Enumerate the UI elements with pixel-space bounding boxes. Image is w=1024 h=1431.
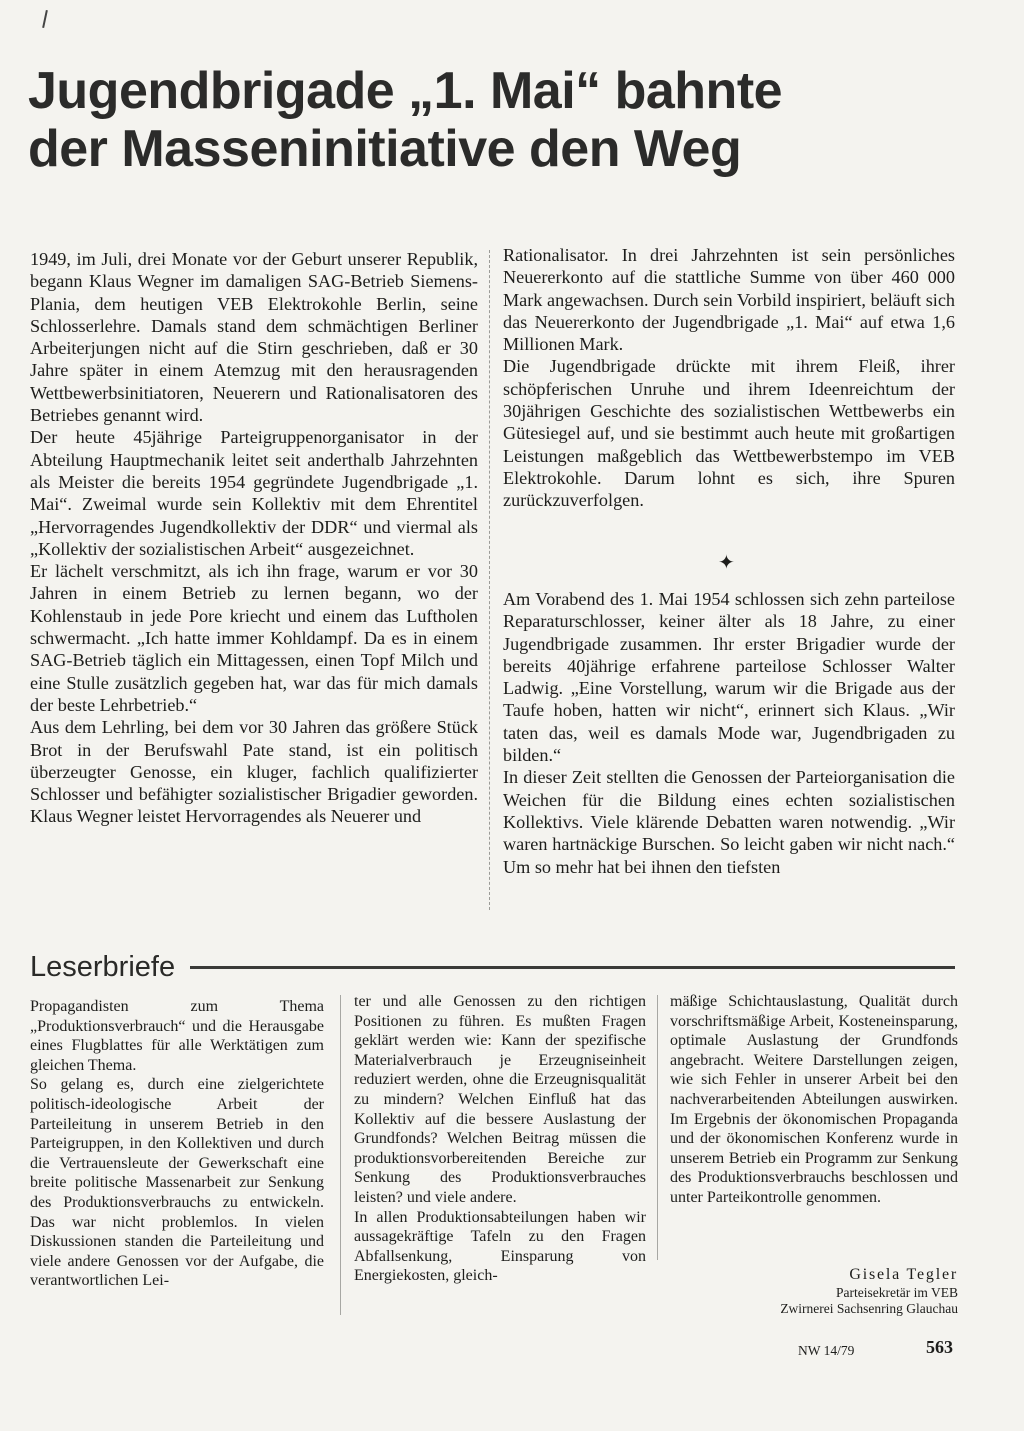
letters-column-2 bbox=[354, 992, 646, 1286]
signature-role-line-2: Zwirnerei Sachsenring Glauchau bbox=[780, 1301, 958, 1316]
article-paragraph: Aus dem Lehrling, bei dem vor 30 Jahren das größere Stück Brot in der Berufswahl Pate stand, ist ein politisch überzeugter Genosse, ein kluger, fachlich qualifizierter Schlosser und befähigter sozialistischer Brigadier geworden. Klaus Wegner leistet Hervorragendes als Neuerer und bbox=[30, 717, 478, 827]
column-divider bbox=[489, 250, 491, 910]
scan-mark bbox=[42, 10, 48, 28]
article-column-right-top bbox=[503, 244, 955, 512]
article-paragraph: Die Jugendbrigade drückte mit ihrem Fleiß, ihrer schöpferischen Unruhe und ihrem Ideenreichtum der 30jährigen Geschichte des sozialistischen Wettbewerbs ein Gütesiegel auf, und sie bestimmt auch heute mit großartigen Leistungen maßgeblich das Wettbewerbstempo im VEB Elektrokohle. Darum lohnt es sich, ihre Spuren zurückzuverfolgen. bbox=[503, 356, 955, 511]
letters-column-3 bbox=[670, 992, 958, 1208]
article-paragraph: Rationalisator. In drei Jahrzehnten ist sein persönliches Neuererkonto auf die stattliche Summe von über 460 000 Mark angewachsen. Durch sein Vorbild inspiriert, beläuft sich das Neuererkonto der Jugendbrigade „1. Mai“ auf etwa 1,6 Millionen Mark. bbox=[503, 245, 955, 355]
article-paragraph: Der heute 45jährige Parteigruppenorganisator in der Abteilung Hauptmechanik leitet seit anderthalb Jahrzehnten als Meister die bereits 1954 gegründete Jugendbrigade „1. Mai“. Zweimal wurde sein Kollektiv mit dem Ehrentitel „Hervorragendes Jugendkollektiv der DDR“ und viermal als „Kollektiv der sozialistischen Arbeit“ ausgezeichnet. bbox=[30, 427, 478, 559]
page-number: 563 bbox=[926, 1337, 953, 1357]
letter-paragraph: mäßige Schichtauslastung, Qualität durch vorschriftsmäßige Arbeit, Kosteneinsparung, optimale Auslastung der Grundfonds angebracht. Weitere Darstellungen zeigen, wie sich Fehler in unserer Arbeit bei den nachverarbeitenden Abteilungen auswirken. Im Ergebnis der ökonomischen Propaganda und der ökonomischen Konferenz wurde in unserem Betrieb ein Programm zur Senkung des Produktionsverbrauchs beschlossen und unter Parteikontrolle genommen. bbox=[670, 993, 958, 1206]
letter-signature bbox=[658, 1265, 958, 1317]
article-paragraph: In dieser Zeit stellten die Genossen der Parteiorganisation die Weichen für die Bildung eines echten sozialistischen Kollektivs. Viele klärende Debatten waren notwendig. „Wir waren hartnäckige Burschen. So leicht gaben wir nicht nach.“ Um so mehr hat bei ihnen den tiefsten bbox=[503, 767, 955, 877]
article-column-left bbox=[30, 248, 478, 828]
headline-line-1: Jugendbrigade „1. Mai“ bahnte bbox=[28, 62, 783, 120]
article-column-right-bottom bbox=[503, 588, 955, 878]
letter-paragraph: So gelang es, durch eine zielgerichtete politisch-ideologische Arbeit der Parteileitung in unserem Betrieb in den Parteigruppen, in den Kollektiven und durch die Vertrauensleute der Gewerkschaft eine breite politische Massenarbeit zur Senkung des Produktionsverbrauchs zu entwickeln. Das war nicht problemlos. In vielen Diskussionen standen die Parteileitung und viele andere Genossen vor der Aufgabe, die verantwortlichen Lei- bbox=[30, 1076, 324, 1290]
article-headline bbox=[28, 62, 928, 178]
letters-column-1 bbox=[30, 997, 324, 1291]
article-paragraph: Am Vorabend des 1. Mai 1954 schlossen sich zehn parteilose Reparaturschlosser, keiner älter als 18 Jahre, zu einer Jugendbrigade zusammen. Ihr erster Brigadier wurde der bereits 40jährige erfahrene parteilose Schlosser Walter Ladwig. „Eine Vorstellung, warum wir die Brigade aus der Taufe hoben, hatten wir nicht“, erinnert sich Klaus. „Wir taten das, weil es damals Mode war, Jugendbrigaden zu bilden.“ bbox=[503, 589, 955, 766]
headline-line-2: der Masseninitiative den Weg bbox=[28, 120, 742, 178]
letter-paragraph: In allen Produktionsabteilungen haben wir aussagekräftige Tafeln zu den Fragen Abfallsenkung, Einsparung von Energiekosten, gleich- bbox=[354, 1208, 646, 1285]
signature-role-line-1: Parteisekretär im VEB bbox=[836, 1285, 958, 1300]
letter-paragraph: Propagandisten zum Thema „Produktionsverbrauch“ und die Herausgabe eines Flugblattes für alle Werktätigen zum gleichen Thema. bbox=[30, 998, 324, 1074]
signature-name: Gisela Tegler bbox=[849, 1266, 958, 1283]
article-paragraph: 1949, im Juli, drei Monate vor der Geburt unserer Republik, begann Klaus Wegner im damaligen SAG-Betrieb Siemens-Plania, dem heutigen VEB Elektrokohle Berlin, seine Schlosserlehre. Damals stand dem schmächtigen Berliner Arbeiterjungen nicht auf die Stirn geschrieben, daß er 30 Jahre später in einem Atemzug mit den herausragenden Wettbewerbsinitiatoren, Neuerern und Rationalisatoren des Betriebes genannt wird. bbox=[30, 249, 478, 426]
letters-column-divider bbox=[657, 995, 659, 1260]
letters-section-title: Leserbriefe bbox=[30, 951, 176, 983]
issue-label: NW 14/79 bbox=[798, 1343, 855, 1358]
section-separator-star-icon: ✦ bbox=[718, 550, 735, 574]
letters-column-divider bbox=[340, 995, 342, 1315]
article-paragraph: Er lächelt verschmitzt, als ich ihn frage, warum er vor 30 Jahren in einem Betrieb zu lernen begann, wo der Kohlenstaub in jede Pore kriecht und einem das Luftholen schwermacht. „Ich hatte immer Kohldampf. Da es in einem SAG-Betrieb täglich ein Mittagessen, einen Topf Milch und eine Stulle zusätzlich gegeben hat, war das für mich damals der beste Lehrbetrieb.“ bbox=[30, 561, 478, 715]
letters-section-rule bbox=[190, 966, 955, 969]
letter-paragraph: ter und alle Genossen zu den richtigen Positionen zu führen. Es mußten Fragen geklärt werden wie: Kann der spezifische Materialverbrauch je Erzeugniseinheit reduziert werden, ohne die Erzeugnisqualität zu mindern? Welchen Einfluß hat das Kollektiv auf die bessere Auslastung der Grundfonds? Welchen Beitrag müssen die produktionsvorbereitenden Bereiche zur Senkung des Produktionsverbrauches leisten? und viele andere. bbox=[354, 993, 646, 1206]
